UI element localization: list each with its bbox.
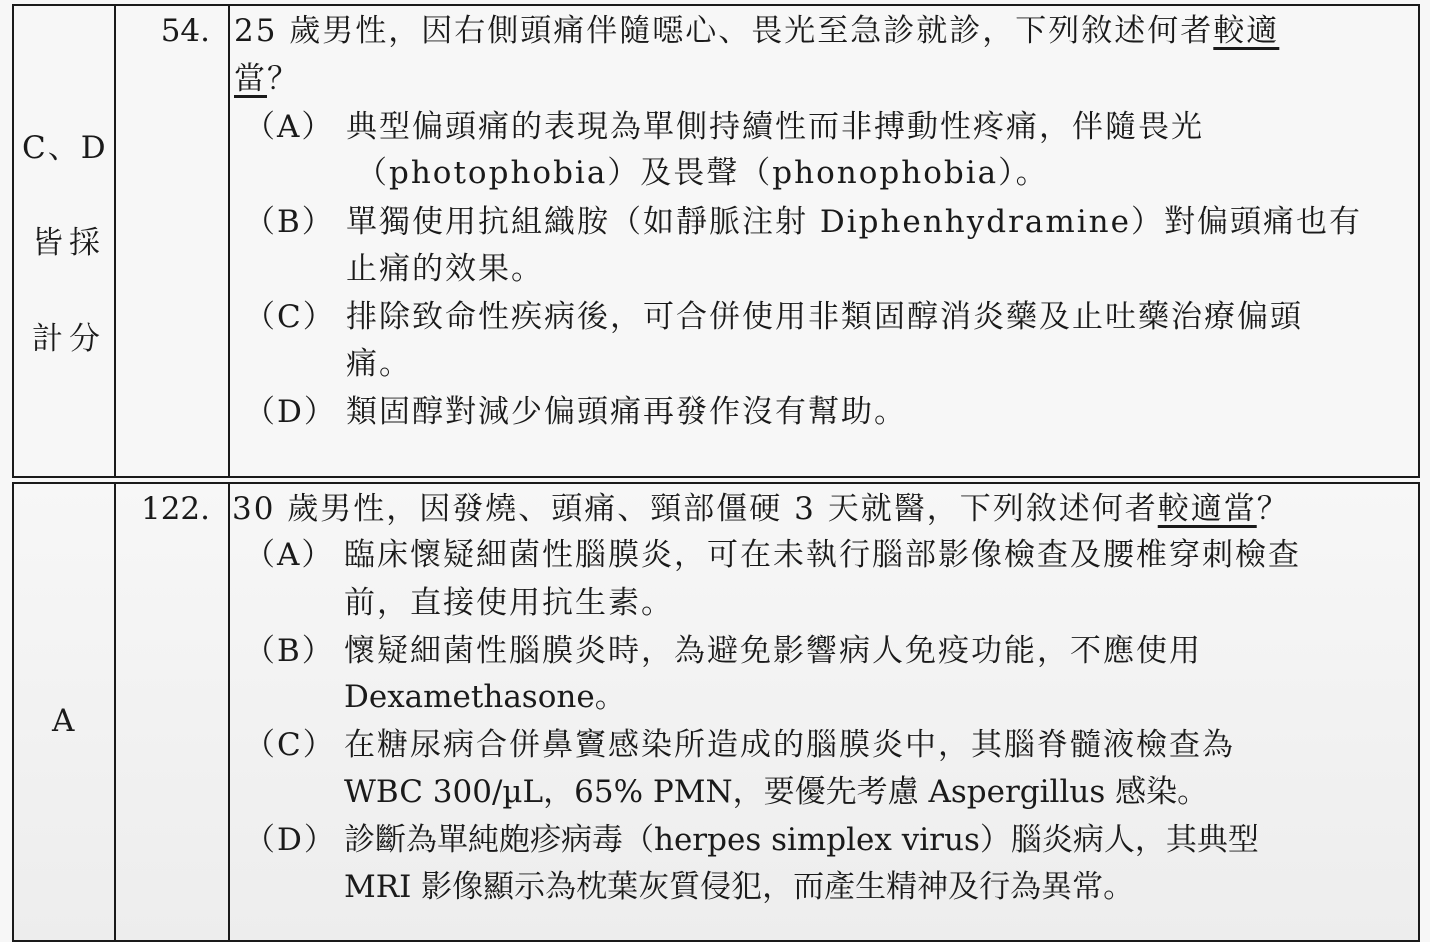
option-b-text: 懷疑細菌性腦膜炎時，為避免影響病人免疫功能，不應使用	[344, 633, 1202, 669]
question-122-row	[12, 482, 1420, 942]
option-a-text: 典型偏頭痛的表現為單側持續性而非搏動性疼痛，伴隨畏光	[346, 109, 1204, 145]
answer-line-1: C、D	[22, 130, 108, 166]
number-cell-122	[116, 484, 230, 940]
option-c-text-cont: 痛。	[346, 346, 412, 382]
option-b-tag: （B）	[244, 633, 335, 669]
option-a-text: 臨床懷疑細菌性腦膜炎，可在未執行腦部影像檢查及腰椎穿刺檢查	[344, 537, 1301, 573]
question-stem-cont: 當？	[234, 61, 300, 97]
option-a-tag: （A）	[244, 109, 335, 145]
number-cell-54	[116, 6, 230, 476]
answer-cell-122	[14, 484, 116, 940]
option-a-text-cont: 前，直接使用抗生素。	[344, 585, 674, 621]
option-d-tag: （D）	[244, 394, 337, 430]
option-b-tag: （B）	[244, 204, 335, 240]
question-stem: 25 歲男性，因右側頭痛伴隨噁心、畏光至急診就診，下列敘述何者較適	[234, 13, 1280, 49]
question-body-54	[230, 6, 1418, 476]
option-c-text: 在糖尿病合併鼻竇感染所造成的腦膜炎中，其腦脊髓液檢查為	[344, 727, 1235, 763]
answer: A	[52, 703, 77, 739]
option-a-text-cont: （photophobia）及畏聲（phonophobia）。	[356, 155, 1049, 191]
question-stem: 30 歲男性，因發燒、頭痛、頸部僵硬 3 天就醫，下列敘述何者較適當？	[232, 491, 1290, 527]
option-c-text-cont: WBC 300/µL，65% PMN，要優先考慮 Aspergillus 感染。	[344, 774, 1209, 810]
question-54-row	[12, 4, 1420, 478]
answer-line-2: 皆採	[32, 225, 106, 261]
answer-line-3: 計分	[32, 321, 106, 357]
option-a-tag: （A）	[244, 537, 335, 573]
option-c-tag: （C）	[244, 727, 336, 763]
option-d-tag: （D）	[244, 822, 337, 858]
option-d-text-cont: MRI 影像顯示為枕葉灰質侵犯，而產生精神及行為異常。	[344, 869, 1135, 905]
option-b-text: 單獨使用抗組織胺（如靜脈注射 Diphenhydramine）對偏頭痛也有	[346, 204, 1362, 240]
option-c-text: 排除致命性疾病後，可合併使用非類固醇消炎藥及止吐藥治療偏頭	[346, 299, 1303, 335]
option-d-text: 診斷為單純皰疹病毒（herpes simplex virus）腦炎病人，其典型	[344, 822, 1259, 858]
question-number: 54.	[160, 13, 210, 49]
question-body-122	[230, 484, 1418, 940]
answer-cell-54	[14, 6, 116, 476]
option-c-tag: （C）	[244, 299, 336, 335]
option-b-text-cont: Dexamethasone。	[344, 679, 626, 715]
question-number: 122.	[140, 491, 210, 527]
option-d-text: 類固醇對減少偏頭痛再發作沒有幫助。	[346, 394, 907, 430]
option-b-text-cont: 止痛的效果。	[346, 251, 544, 287]
